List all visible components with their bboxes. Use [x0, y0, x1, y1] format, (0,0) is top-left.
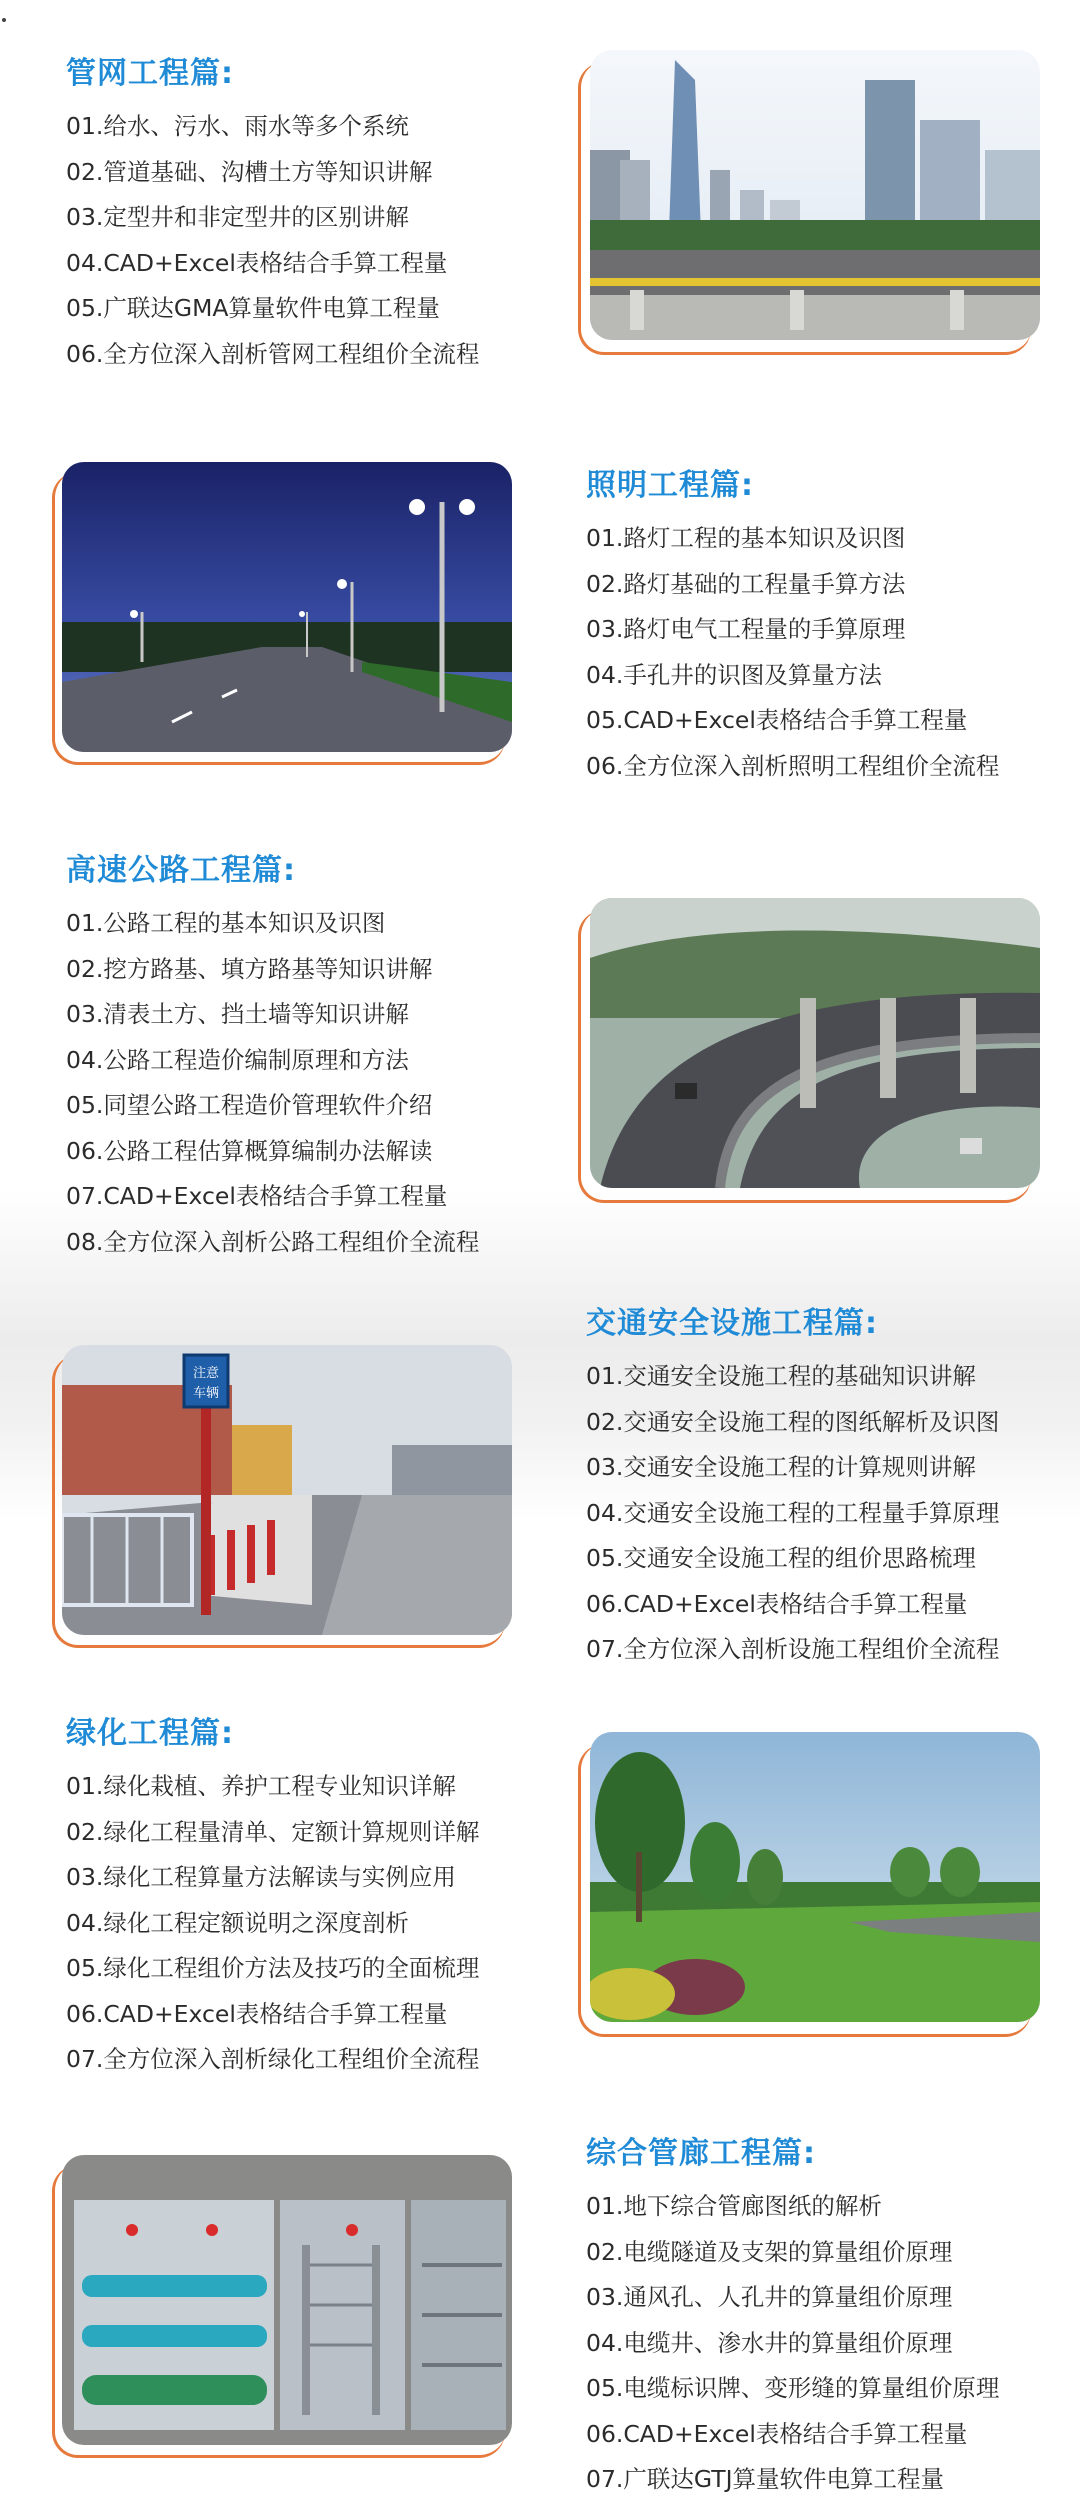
list-item: 04.公路工程造价编制原理和方法	[66, 1045, 409, 1074]
list-item: 01.地下综合管廊图纸的解析	[586, 2192, 882, 2220]
list-item: 04.绿化工程定额说明之深度剖析	[66, 1908, 409, 1937]
photo-night-street	[62, 462, 512, 752]
list-item: 02.电缆隧道及支架的算量组价原理	[586, 2237, 953, 2266]
list-item: 04.电缆井、渗水井的算量组价原理	[586, 2328, 953, 2357]
section-title: 交通安全设施工程篇:	[586, 1306, 878, 1341]
list-item: 06.CAD+Excel表格结合手算工程量	[66, 1999, 448, 2028]
list-item: 03.路灯电气工程量的手算原理	[586, 615, 906, 643]
item-list	[586, 516, 999, 789]
list-item: 04.手孔井的识图及算量方法	[586, 660, 882, 689]
list-item: 03.定型井和非定型井的区别讲解	[66, 203, 409, 231]
list-item: 02.挖方路基、填方路基等知识讲解	[66, 954, 433, 983]
list-item: 02.绿化工程量清单、定额计算规则详解	[66, 1817, 480, 1846]
list-item: 05.电缆标识牌、变形缝的算量组价原理	[586, 2374, 1000, 2402]
list-item: 05.CAD+Excel表格结合手算工程量	[586, 706, 968, 734]
list-item: 02.管道基础、沟槽土方等知识讲解	[66, 157, 433, 186]
list-item: 03.清表土方、挡土墙等知识讲解	[66, 1000, 409, 1028]
photo-highway	[590, 898, 1040, 1188]
list-item: 08.全方位深入剖析公路工程组价全流程	[66, 1227, 480, 1256]
list-item: 07.广联达GTJ算量软件电算工程量	[586, 2465, 945, 2493]
list-item: 06.全方位深入剖析照明工程组价全流程	[586, 751, 1000, 780]
list-item: 07.全方位深入剖析绿化工程组价全流程	[66, 2045, 480, 2073]
list-item: 03.绿化工程算量方法解读与实例应用	[66, 1863, 456, 1891]
list-item: 05.广联达GMA算量软件电算工程量	[66, 294, 440, 322]
item-list	[586, 2184, 999, 2503]
list-item: 06.CAD+Excel表格结合手算工程量	[586, 2419, 968, 2448]
section-lighting	[586, 460, 999, 789]
corner-dot	[2, 18, 6, 22]
list-item: 05.绿化工程组价方法及技巧的全面梳理	[66, 1954, 480, 1982]
section-utility-tunnel	[586, 2128, 999, 2503]
photo-greening	[590, 1732, 1040, 2022]
section-traffic-safety	[586, 1298, 999, 1673]
sign-text-line2: 车辆	[192, 1386, 220, 1401]
photo-utility-tunnel	[62, 2155, 512, 2445]
list-item: 01.给水、污水、雨水等多个系统	[66, 112, 409, 140]
list-item: 02.路灯基础的工程量手算方法	[586, 569, 906, 598]
list-item: 01.交通安全设施工程的基础知识讲解	[586, 1362, 976, 1390]
list-item: 06.全方位深入剖析管网工程组价全流程	[66, 339, 480, 368]
section-highway	[66, 845, 479, 1265]
list-item: 04.CAD+Excel表格结合手算工程量	[66, 248, 448, 277]
section-title: 绿化工程篇:	[66, 1716, 234, 1751]
item-list	[66, 104, 479, 377]
sign-text-line1: 注意	[192, 1366, 220, 1381]
section-title: 管网工程篇:	[66, 56, 234, 91]
list-item: 01.公路工程的基本知识及识图	[66, 909, 386, 937]
list-item: 01.路灯工程的基本知识及识图	[586, 524, 906, 552]
section-pipe-network	[66, 48, 479, 377]
section-title: 照明工程篇:	[586, 468, 754, 503]
section-title: 综合管廊工程篇:	[586, 2136, 816, 2171]
list-item: 02.交通安全设施工程的图纸解析及识图	[586, 1407, 1000, 1436]
list-item: 06.CAD+Excel表格结合手算工程量	[586, 1589, 968, 1618]
item-list	[66, 901, 479, 1265]
item-list	[66, 1764, 479, 2083]
list-item: 05.同望公路工程造价管理软件介绍	[66, 1091, 433, 1119]
list-item: 06.公路工程估算概算编制办法解读	[66, 1136, 433, 1165]
list-item: 07.全方位深入剖析设施工程组价全流程	[586, 1635, 1000, 1663]
item-list	[586, 1354, 999, 1673]
photo-city-skyline	[590, 50, 1040, 340]
photo-traffic-facilities	[62, 1345, 512, 1635]
list-item: 01.绿化栽植、养护工程专业知识详解	[66, 1772, 456, 1800]
list-item: 03.通风孔、人孔井的算量组价原理	[586, 2283, 953, 2311]
section-title: 高速公路工程篇:	[66, 853, 296, 888]
list-item: 07.CAD+Excel表格结合手算工程量	[66, 1182, 448, 1210]
list-item: 05.交通安全设施工程的组价思路梳理	[586, 1544, 976, 1572]
list-item: 03.交通安全设施工程的计算规则讲解	[586, 1453, 976, 1481]
section-greening	[66, 1708, 479, 2083]
list-item: 04.交通安全设施工程的工程量手算原理	[586, 1498, 1000, 1527]
